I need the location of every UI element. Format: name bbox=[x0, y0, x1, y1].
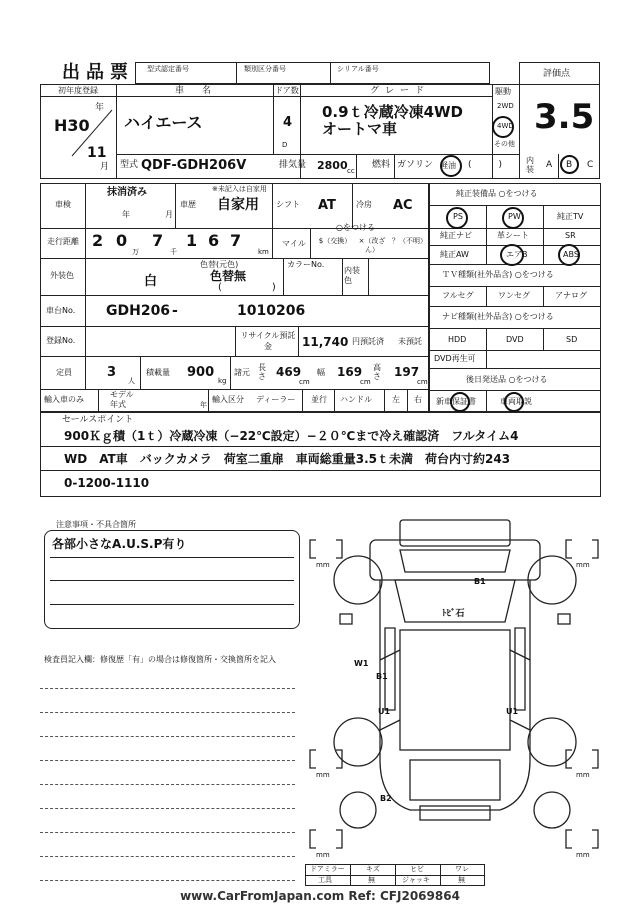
score-label: 評価点 bbox=[543, 69, 571, 79]
width-value: 169 bbox=[337, 365, 363, 379]
drive-other: その他 bbox=[494, 140, 515, 148]
length-unit: cm bbox=[299, 378, 310, 386]
colorno-label: カラーNo. bbox=[287, 260, 325, 269]
notes-text: 各部小さなA.U.S.P有り bbox=[52, 537, 187, 551]
mm-4: mm bbox=[576, 771, 590, 779]
tv-fullseg: フルセグ bbox=[442, 291, 474, 300]
chassis-prefix: GDH206 bbox=[106, 303, 171, 319]
color-change-label: 色替(元色) bbox=[200, 260, 239, 269]
mm-1: mm bbox=[316, 561, 330, 569]
cc-label: 排気量 bbox=[279, 160, 307, 170]
later-warranty-circle bbox=[450, 392, 470, 412]
equip-ps-circle bbox=[446, 207, 468, 229]
drive-label: 駆動 bbox=[495, 87, 511, 96]
sales-line-2: WD AT車 バックカメラ 荷室二重扉 車両総重量3.5ｔ未満 荷台内寸約243 bbox=[64, 452, 511, 466]
mm-3: mm bbox=[316, 771, 330, 779]
recycle-unpaid: 未預託 bbox=[398, 337, 422, 346]
handle-right: 右 bbox=[414, 395, 422, 404]
height-unit: cm bbox=[417, 378, 428, 386]
notes-label: 注意事項・不具合箇所 bbox=[56, 520, 136, 529]
color-value: 白 bbox=[144, 274, 158, 289]
door-suffix: D bbox=[282, 141, 288, 149]
grade-label: グレード bbox=[370, 86, 431, 96]
load-unit: kg bbox=[218, 377, 227, 385]
width-unit: cm bbox=[360, 378, 371, 386]
import-dealer: ディーラー bbox=[256, 395, 296, 404]
mark-b1-front: B1 bbox=[474, 577, 486, 586]
int-color-label: 内装色 bbox=[344, 266, 360, 285]
sales-line-1: 900Ｋｇ積（1ｔ）冷蔵冷凍（−22℃設定）−２０℃まで冷え確認済 フルタイム4 bbox=[64, 429, 519, 443]
later-manual: 車両取説 bbox=[500, 397, 532, 406]
year-label: 年 bbox=[95, 103, 105, 113]
equip-abs: ABS bbox=[563, 250, 579, 259]
mile-digit-4: 1 bbox=[186, 231, 198, 250]
import-parallel: 並行 bbox=[311, 395, 327, 404]
height-label: 高さ bbox=[373, 363, 381, 381]
mile-digit-1: 2 bbox=[92, 231, 104, 250]
navi-sd: SD bbox=[566, 335, 578, 344]
color-label: 外装色 bbox=[50, 271, 74, 280]
shift-value: AT bbox=[318, 198, 336, 213]
mark-b2: B2 bbox=[380, 794, 392, 803]
grade-value: 0.9ｔ冷蔵冷凍4WDオートマ車 bbox=[322, 103, 464, 138]
recycle-paid: 円預託済 bbox=[352, 337, 384, 346]
mark-u1-left: U1 bbox=[378, 707, 391, 716]
legend-kizu: キズ bbox=[366, 865, 380, 873]
equip-aw: 純正AW bbox=[440, 250, 469, 259]
doors-value: 4 bbox=[283, 115, 293, 130]
navi-hdd: HDD bbox=[448, 335, 467, 344]
shaken-month: 月 bbox=[165, 210, 173, 219]
history-label: 車歴 bbox=[180, 200, 196, 209]
mile-digit-3: 7 bbox=[152, 231, 164, 250]
equip-airbag: エアB bbox=[506, 250, 528, 259]
legend-jack: ジャッキ bbox=[402, 876, 430, 884]
legend-mirror: ドアミラー bbox=[310, 865, 345, 873]
recycle-amount: 11,740 bbox=[302, 335, 349, 349]
interior-c: C bbox=[587, 160, 594, 170]
sales-line-3: 0-1200-1110 bbox=[64, 476, 150, 490]
interior-label: 内装 bbox=[526, 156, 534, 174]
inspector-label: 検査員記入欄：修復歴「有」の場合は修復箇所・交換箇所を記入 bbox=[44, 655, 276, 664]
name-label: 車名 bbox=[175, 86, 230, 96]
meter-exchange: $（交換） bbox=[318, 237, 352, 245]
equip-pw: PW bbox=[508, 212, 521, 221]
mark-b1-side: B1 bbox=[376, 672, 388, 681]
length-label: 長さ bbox=[258, 363, 266, 381]
equip-abs-circle bbox=[558, 244, 580, 266]
fuel-circle bbox=[440, 155, 462, 177]
score-value: 3.5 bbox=[534, 97, 595, 137]
car-diagram bbox=[300, 510, 610, 860]
meter-tamper: ×（改ざん） bbox=[358, 237, 386, 254]
handle-left: 左 bbox=[392, 395, 400, 404]
mile-digit-2: 0 bbox=[116, 231, 128, 250]
cc-value: 2800 bbox=[317, 159, 348, 172]
equip-airbag-circle bbox=[500, 244, 524, 266]
interior-a: A bbox=[546, 160, 553, 170]
navi-dvd: DVD bbox=[506, 335, 524, 344]
mark-u1-right: U1 bbox=[506, 707, 519, 716]
tv-analog: アナログ bbox=[555, 291, 587, 300]
cc-unit: cc bbox=[347, 167, 355, 175]
meter-note: ○をつける bbox=[336, 223, 375, 232]
interior-b-circle bbox=[560, 155, 579, 174]
equip-sr: SR bbox=[565, 231, 576, 240]
history-note: ※未記入は自家用 bbox=[212, 185, 267, 193]
regno-label: 登録No. bbox=[46, 336, 76, 345]
type-cert-label: 型式認定番号 bbox=[147, 65, 189, 73]
shift-label: シフト bbox=[276, 200, 300, 209]
mark-w1: W1 bbox=[354, 659, 369, 668]
chassis-label: 車台No. bbox=[46, 306, 76, 315]
drive-4wd-circle bbox=[492, 116, 514, 138]
load-label: 積載量 bbox=[146, 368, 170, 377]
recycle-label: リサイクル預託金 bbox=[240, 331, 296, 351]
equip-pw-circle bbox=[502, 207, 524, 229]
capacity-unit: 人 bbox=[128, 377, 135, 385]
unit-sen: 千 bbox=[170, 248, 177, 256]
shaken-value: 抹消済み bbox=[107, 187, 147, 198]
later-manual-circle bbox=[504, 392, 524, 412]
unit-man: 万 bbox=[132, 248, 139, 256]
aircon-label: 冷房 bbox=[356, 200, 372, 209]
chassis-dash: - bbox=[172, 303, 178, 319]
equip-ps: PS bbox=[453, 212, 463, 221]
drive-4wd: 4WD bbox=[497, 122, 514, 130]
import-label: 輸入車のみ bbox=[44, 395, 84, 404]
shaken-label: 車検 bbox=[55, 200, 71, 209]
drive-2wd: 2WD bbox=[497, 102, 514, 110]
shaken-year: 年 bbox=[122, 210, 130, 219]
month-label: 月 bbox=[100, 162, 110, 172]
model-year-label: モデル年式 bbox=[110, 390, 134, 409]
legend-tools: 工具 bbox=[318, 876, 332, 884]
handle-label: ハンドル bbox=[340, 395, 372, 404]
dims-label: 諸元 bbox=[234, 368, 250, 377]
equip-title: 純正装備品 ○をつける bbox=[456, 189, 538, 198]
navi-title: ナビ種類(社外品含) ○をつける bbox=[442, 312, 554, 321]
first-reg-label: 初年度登録 bbox=[58, 86, 98, 95]
reg-year: H30 bbox=[54, 116, 90, 135]
legend-tools-val: 無 bbox=[368, 876, 375, 884]
fuel-label: 燃料 bbox=[372, 160, 391, 170]
doors-label: ドア数 bbox=[275, 86, 299, 95]
load-value: 900 bbox=[187, 365, 215, 380]
fuel-value: ガソリン bbox=[397, 160, 434, 170]
equip-navi: 純正ナビ bbox=[440, 231, 472, 240]
model-label: 型式 bbox=[120, 160, 139, 170]
legend-ware: ワレ bbox=[455, 865, 469, 873]
mm-6: mm bbox=[576, 851, 590, 859]
mark-chip: ﾄﾋﾞ石 bbox=[442, 609, 465, 619]
model-year-unit: 年 bbox=[200, 401, 207, 409]
sales-points-label: セールスポイント bbox=[62, 415, 134, 425]
capacity-label: 定員 bbox=[56, 368, 72, 377]
mile-label: マイル bbox=[282, 239, 306, 248]
form-title: 出品票 bbox=[62, 62, 134, 83]
interior-b: B bbox=[566, 160, 573, 170]
tv-title: ＴＶ種類(社外品含) ○をつける bbox=[442, 270, 554, 279]
equip-leather: 革シート bbox=[497, 231, 529, 240]
history-value: 自家用 bbox=[217, 197, 259, 213]
mileage-label: 走行距離 bbox=[47, 237, 79, 246]
car-name: ハイエース bbox=[124, 113, 203, 132]
mile-digit-5: 6 bbox=[208, 231, 220, 250]
height-value: 197 bbox=[394, 365, 420, 379]
length-value: 469 bbox=[276, 365, 302, 379]
chassis-number: 1010206 bbox=[237, 303, 306, 319]
later-warranty: 新車保証書 bbox=[436, 397, 476, 406]
aircon-value: AC bbox=[393, 198, 413, 213]
width-label: 幅 bbox=[317, 368, 325, 377]
fuel-diesel: 軽油 bbox=[440, 161, 456, 170]
legend-hibi: ヒビ bbox=[410, 865, 424, 873]
mile-digit-6: 7 bbox=[230, 231, 242, 250]
tv-oneseg: ワンセグ bbox=[498, 291, 530, 300]
meter-unknown: ？（不明） bbox=[392, 237, 427, 245]
dvd-playback: DVD再生可 bbox=[434, 354, 476, 363]
fuel-paren: ( ) bbox=[468, 160, 503, 170]
mm-2: mm bbox=[576, 561, 590, 569]
later-title: 後日発送品 ○をつける bbox=[466, 375, 548, 384]
equip-tv: 純正TV bbox=[557, 212, 584, 221]
class-no-label: 類別区分番号 bbox=[244, 65, 286, 73]
color-change-value: 色替無 bbox=[210, 269, 247, 283]
color-paren: ( ) bbox=[218, 282, 276, 293]
unit-km: km bbox=[258, 248, 269, 256]
reg-month: 11 bbox=[87, 145, 107, 161]
mm-5: mm bbox=[316, 851, 330, 859]
import-type-label: 輸入区分 bbox=[212, 395, 244, 404]
capacity-value: 3 bbox=[107, 365, 117, 380]
model-code: QDF-GDH206V bbox=[141, 158, 247, 173]
legend-jack-val: 無 bbox=[458, 876, 465, 884]
serial-label: シリアル番号 bbox=[337, 65, 379, 73]
watermark-footer: www.CarFromJapan.com Ref: CFJ2069864 bbox=[180, 889, 460, 903]
